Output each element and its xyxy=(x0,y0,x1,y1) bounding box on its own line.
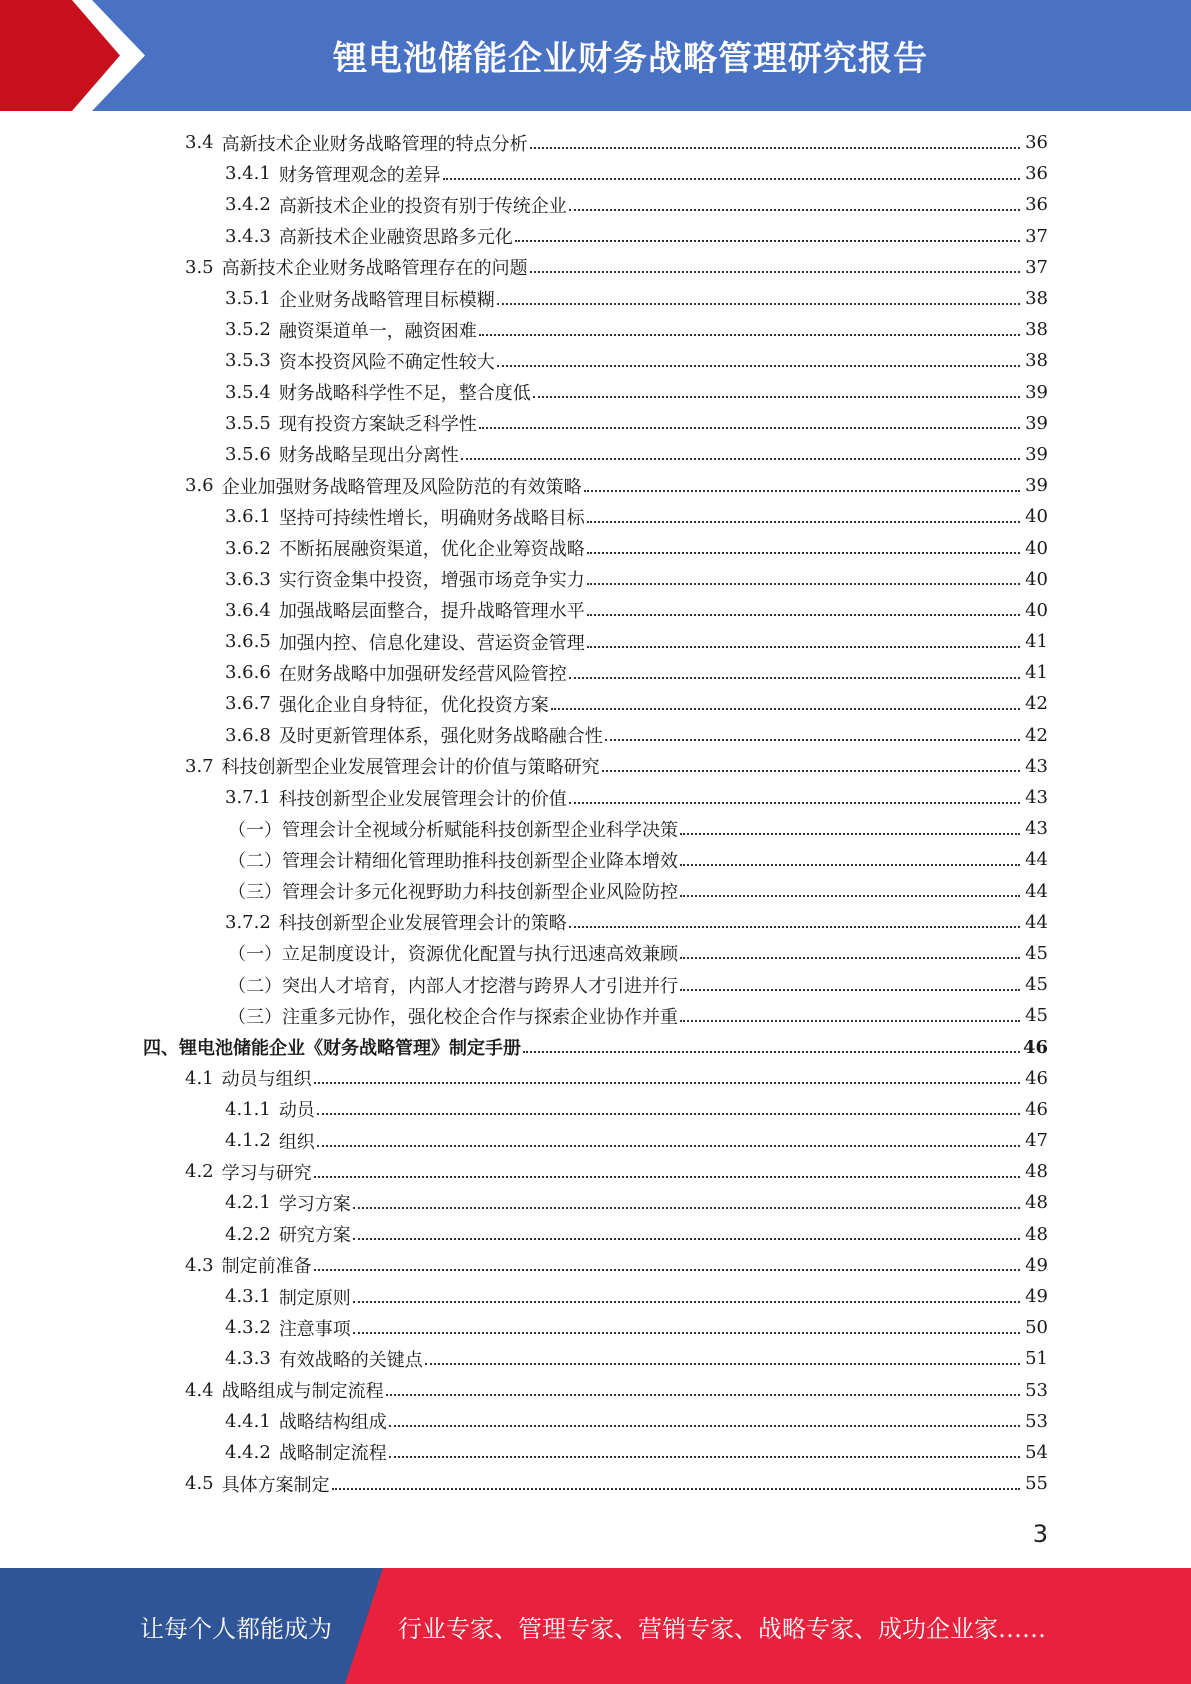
toc-entry-page: 46 xyxy=(1025,1098,1048,1120)
toc-entry-page: 42 xyxy=(1025,724,1048,746)
toc-entry-number: 3.5.3 xyxy=(225,350,271,372)
toc-entry[interactable] xyxy=(0,1125,1191,1156)
footer-slogan-right: 行业专家、管理专家、营销专家、战略专家、成功企业家…… xyxy=(398,1614,1046,1643)
toc-dot-leader xyxy=(523,1051,1020,1053)
toc-entry-title: 学习方案 xyxy=(278,1193,351,1215)
toc-entry-page: 40 xyxy=(1025,506,1048,528)
header-arrow-decoration xyxy=(0,0,150,111)
toc-entry-number: 4.1 xyxy=(185,1067,214,1089)
toc-entry-number: 4.3 xyxy=(185,1254,214,1276)
toc-entry-title: 有效战略的关键点 xyxy=(278,1349,423,1371)
toc-entry-page: 36 xyxy=(1025,163,1048,185)
toc-entry-page: 44 xyxy=(1025,880,1048,902)
toc-dot-leader xyxy=(353,1332,1020,1334)
toc-entry-heading xyxy=(225,1439,387,1465)
toc-dot-leader xyxy=(680,833,1020,835)
toc-entry-heading xyxy=(228,940,678,966)
toc-entry[interactable] xyxy=(0,657,1191,688)
toc-entry-number: 3.4.1 xyxy=(225,163,271,185)
header-banner xyxy=(0,0,1191,111)
toc-entry-heading xyxy=(225,722,603,748)
toc-entry[interactable] xyxy=(0,907,1191,938)
table-of-contents xyxy=(0,127,1191,1499)
toc-entry-page: 43 xyxy=(1025,818,1048,840)
toc-entry-heading xyxy=(185,130,528,156)
toc-dot-leader xyxy=(479,427,1020,429)
toc-entry-title: 强化企业自身特征，优化投资方案 xyxy=(278,694,549,716)
toc-dot-leader xyxy=(386,1394,1020,1396)
toc-dot-leader xyxy=(680,864,1020,866)
toc-entry[interactable] xyxy=(0,813,1191,844)
toc-dot-leader xyxy=(353,1207,1020,1209)
toc-entry[interactable] xyxy=(0,470,1191,501)
toc-entry[interactable] xyxy=(0,127,1191,158)
toc-entry-number: 3.6.6 xyxy=(225,662,271,684)
toc-entry[interactable] xyxy=(0,626,1191,657)
toc-dot-leader xyxy=(587,521,1020,523)
toc-entry-number: 4.1.1 xyxy=(225,1098,271,1120)
toc-dot-leader xyxy=(587,614,1020,616)
toc-entry-page: 55 xyxy=(1025,1473,1048,1495)
toc-entry-number: 4.3.2 xyxy=(225,1317,271,1339)
toc-dot-leader xyxy=(551,708,1020,710)
toc-dot-leader xyxy=(587,646,1020,648)
toc-dot-leader xyxy=(569,209,1020,211)
toc-dot-leader xyxy=(587,552,1020,554)
toc-entry-heading xyxy=(225,348,495,374)
toc-entry[interactable] xyxy=(0,1281,1191,1312)
toc-entry-number: 4.4 xyxy=(185,1379,214,1401)
toc-entry[interactable] xyxy=(0,314,1191,345)
toc-entry-number: 3.6.4 xyxy=(225,599,271,621)
toc-entry-number: 3.6.7 xyxy=(225,693,271,715)
toc-entry-page: 49 xyxy=(1025,1254,1048,1276)
toc-entry-page: 48 xyxy=(1025,1223,1048,1245)
toc-entry-title: 企业财务战略管理目标模糊 xyxy=(278,289,495,311)
toc-dot-leader xyxy=(314,1082,1020,1084)
toc-entry-number: 4.2 xyxy=(185,1161,214,1183)
toc-entry-heading xyxy=(225,1190,351,1216)
toc-entry-title: 组织 xyxy=(278,1131,315,1153)
toc-entry-page: 41 xyxy=(1025,631,1048,653)
toc-entry-title: 制定原则 xyxy=(278,1287,351,1309)
toc-dot-leader xyxy=(680,989,1020,991)
toc-entry-heading xyxy=(228,878,678,904)
toc-entry[interactable] xyxy=(0,688,1191,719)
toc-dot-leader xyxy=(515,240,1020,242)
toc-entry-heading xyxy=(185,1159,312,1185)
toc-dot-leader xyxy=(353,1301,1020,1303)
toc-dot-leader xyxy=(602,770,1020,772)
toc-entry-title: （三）管理会计多元化视野助力科技创新型企业风险防控 xyxy=(228,882,678,904)
toc-entry-title: （一）管理会计全视域分析赋能科技创新型企业科学决策 xyxy=(228,819,678,841)
toc-entry-heading xyxy=(225,1128,315,1154)
toc-entry-number: 4.5 xyxy=(185,1473,214,1495)
toc-entry-title: （三）注重多元协作，强化校企合作与探索企业协作并重 xyxy=(228,1006,678,1028)
toc-entry-title: 财务战略呈现出分离性 xyxy=(278,445,459,467)
toc-entry-page: 45 xyxy=(1025,1005,1048,1027)
toc-entry[interactable] xyxy=(0,345,1191,376)
toc-entry-heading xyxy=(185,254,528,280)
toc-entry[interactable] xyxy=(0,283,1191,314)
toc-entry-page: 46 xyxy=(1022,1036,1048,1058)
toc-entry-heading xyxy=(225,1284,351,1310)
toc-entry-page: 38 xyxy=(1025,319,1048,341)
toc-entry[interactable] xyxy=(0,408,1191,439)
toc-entry-number: 3.5.5 xyxy=(225,412,271,434)
toc-entry-title: 注意事项 xyxy=(278,1318,351,1340)
toc-dot-leader xyxy=(314,1176,1020,1178)
toc-entry-title: 融资渠道单一，融资困难 xyxy=(278,320,477,342)
toc-entry-heading xyxy=(225,192,567,218)
toc-dot-leader xyxy=(569,677,1020,679)
toc-entry-page: 37 xyxy=(1025,225,1048,247)
toc-entry[interactable] xyxy=(0,158,1191,189)
toc-entry-title: 现有投资方案缺乏科学性 xyxy=(278,414,477,436)
toc-entry-number: 4.2.1 xyxy=(225,1192,271,1214)
toc-entry-page: 36 xyxy=(1025,132,1048,154)
toc-entry-page: 39 xyxy=(1025,381,1048,403)
toc-entry-number: 3.5.4 xyxy=(225,381,271,403)
toc-entry-page: 39 xyxy=(1025,475,1048,497)
toc-entry-page: 50 xyxy=(1025,1317,1048,1339)
toc-entry-heading xyxy=(225,660,567,686)
toc-entry-title: 战略组成与制定流程 xyxy=(221,1381,384,1403)
toc-entry-heading xyxy=(228,972,678,998)
toc-entry[interactable] xyxy=(0,1156,1191,1187)
toc-dot-leader xyxy=(587,583,1020,585)
toc-entry-page: 53 xyxy=(1025,1379,1048,1401)
toc-entry-heading xyxy=(185,1252,312,1278)
toc-dot-leader xyxy=(680,957,1020,959)
toc-entry[interactable] xyxy=(0,969,1191,1000)
toc-entry-page: 37 xyxy=(1025,256,1048,278)
toc-entry-page: 49 xyxy=(1025,1286,1048,1308)
toc-entry[interactable] xyxy=(0,1219,1191,1250)
toc-entry-title: （二）管理会计精细化管理助推科技创新型企业降本增效 xyxy=(228,850,678,872)
toc-entry-heading xyxy=(225,161,441,187)
toc-entry-title: 及时更新管理体系，强化财务战略融合性 xyxy=(278,726,603,748)
toc-entry-page: 36 xyxy=(1025,194,1048,216)
toc-dot-leader xyxy=(443,178,1020,180)
toc-entry-page: 43 xyxy=(1025,755,1048,777)
toc-entry-heading xyxy=(225,785,567,811)
toc-entry-heading xyxy=(225,1315,351,1341)
toc-entry-number: 3.7.1 xyxy=(225,787,271,809)
toc-dot-leader xyxy=(584,490,1020,492)
toc-entry-title: 高新技术企业融资思路多元化 xyxy=(278,227,513,249)
page-number: 3 xyxy=(1032,1520,1048,1548)
toc-entry-page: 54 xyxy=(1025,1441,1048,1463)
toc-entry[interactable] xyxy=(0,751,1191,782)
toc-entry[interactable] xyxy=(0,377,1191,408)
toc-entry-heading xyxy=(185,1065,312,1091)
toc-entry-title: 不断拓展融资渠道，优化企业筹资战略 xyxy=(278,539,585,561)
toc-entry-heading xyxy=(225,566,585,592)
toc-dot-leader xyxy=(530,147,1020,149)
toc-entry-heading xyxy=(225,691,549,717)
toc-entry-heading xyxy=(228,816,678,842)
toc-entry-heading xyxy=(225,1096,315,1122)
toc-entry-number: 4.4.2 xyxy=(225,1441,271,1463)
toc-entry-heading xyxy=(225,223,513,249)
toc-entry-title: 财务战略科学性不足，整合度低 xyxy=(278,383,531,405)
toc-entry-number: 3.6.5 xyxy=(225,631,271,653)
toc-entry[interactable] xyxy=(0,1250,1191,1281)
toc-entry[interactable] xyxy=(0,1468,1191,1499)
toc-dot-leader xyxy=(605,739,1020,741)
toc-entry-page: 48 xyxy=(1025,1161,1048,1183)
toc-entry-page: 45 xyxy=(1025,974,1048,996)
footer-banner xyxy=(0,1568,1191,1684)
toc-entry[interactable] xyxy=(0,1406,1191,1437)
toc-entry-heading xyxy=(225,317,477,343)
toc-entry-heading xyxy=(228,847,678,873)
toc-dot-leader xyxy=(314,1269,1020,1271)
toc-entry-number: 3.6 xyxy=(185,475,214,497)
toc-entry-page: 46 xyxy=(1025,1067,1048,1089)
toc-entry[interactable] xyxy=(0,595,1191,626)
toc-entry[interactable] xyxy=(0,1000,1191,1031)
toc-entry-title: 资本投资风险不确定性较大 xyxy=(278,351,495,373)
toc-entry-heading xyxy=(185,1377,384,1403)
toc-dot-leader xyxy=(569,926,1020,928)
toc-entry-page: 39 xyxy=(1025,412,1048,434)
toc-entry-title: 高新技术企业财务战略管理的特点分析 xyxy=(221,133,528,155)
toc-entry[interactable] xyxy=(0,564,1191,595)
toc-entry-number: 3.6.3 xyxy=(225,568,271,590)
toc-entry[interactable] xyxy=(0,189,1191,220)
toc-entry[interactable] xyxy=(0,938,1191,969)
toc-entry-title: 四、锂电池储能企业《财务战略管理》制定手册 xyxy=(143,1038,521,1060)
toc-entry-title: 加强战略层面整合，提升战略管理水平 xyxy=(278,601,585,623)
toc-entry-number: 3.6.1 xyxy=(225,506,271,528)
toc-entry-title: 高新技术企业的投资有别于传统企业 xyxy=(278,195,567,217)
toc-entry[interactable] xyxy=(0,1375,1191,1406)
toc-entry-heading xyxy=(225,504,585,530)
toc-entry-page: 53 xyxy=(1025,1410,1048,1432)
toc-entry-page: 38 xyxy=(1025,288,1048,310)
toc-entry[interactable] xyxy=(0,1312,1191,1343)
toc-entry-title: 科技创新型企业发展管理会计的价值 xyxy=(278,788,567,810)
toc-entry-page: 51 xyxy=(1025,1348,1048,1370)
toc-entry-heading xyxy=(225,909,567,935)
toc-entry-number: 3.4.3 xyxy=(225,225,271,247)
toc-entry-page: 47 xyxy=(1025,1130,1048,1152)
toc-entry-heading xyxy=(228,1003,678,1029)
toc-dot-leader xyxy=(332,1488,1020,1490)
toc-entry[interactable] xyxy=(0,1187,1191,1218)
toc-entry-number: 3.4 xyxy=(185,132,214,154)
toc-entry-heading xyxy=(225,535,585,561)
toc-entry-number: 4.1.2 xyxy=(225,1130,271,1152)
toc-entry-title: （二）突出人才培育，内部人才挖潜与跨界人才引进并行 xyxy=(228,975,678,997)
toc-dot-leader xyxy=(425,1363,1020,1365)
toc-entry-title: 高新技术企业财务战略管理存在的问题 xyxy=(221,258,528,280)
toc-entry-number: 4.2.2 xyxy=(225,1223,271,1245)
footer-slogan-left: 让每个人都能成为 xyxy=(140,1614,332,1643)
toc-entry-title: 动员 xyxy=(278,1100,315,1122)
toc-entry-heading xyxy=(225,379,531,405)
toc-dot-leader xyxy=(680,1020,1020,1022)
toc-entry-page: 41 xyxy=(1025,662,1048,684)
toc-entry-page: 44 xyxy=(1025,849,1048,871)
toc-entry-heading xyxy=(185,473,582,499)
toc-entry-title: 坚持可持续性增长，明确财务战略目标 xyxy=(278,507,585,529)
toc-entry-title: 财务管理观念的差异 xyxy=(278,164,441,186)
toc-entry[interactable] xyxy=(0,782,1191,813)
toc-entry-title: 加强内控、信息化建设、营运资金管理 xyxy=(278,632,585,654)
toc-entry[interactable] xyxy=(0,439,1191,470)
toc-entry-page: 40 xyxy=(1025,568,1048,590)
toc-entry-heading xyxy=(185,1471,330,1497)
toc-entry-heading xyxy=(225,286,495,312)
toc-entry[interactable] xyxy=(0,1343,1191,1374)
toc-entry-number: 3.5.6 xyxy=(225,443,271,465)
toc-entry-title: 研究方案 xyxy=(278,1225,351,1247)
toc-entry-page: 42 xyxy=(1025,693,1048,715)
toc-dot-leader xyxy=(530,271,1020,273)
toc-dot-leader xyxy=(497,303,1020,305)
toc-entry-title: 制定前准备 xyxy=(221,1256,312,1278)
report-title: 锂电池储能企业财务战略管理研究报告 xyxy=(333,39,928,79)
toc-entry-heading xyxy=(225,629,585,655)
toc-entry-title: 在财务战略中加强研发经营风险管控 xyxy=(278,663,567,685)
toc-entry-page: 39 xyxy=(1025,443,1048,465)
toc-entry-page: 45 xyxy=(1025,942,1048,964)
toc-entry-heading xyxy=(225,1346,423,1372)
toc-entry[interactable] xyxy=(0,1094,1191,1125)
toc-entry-heading xyxy=(185,753,600,779)
toc-dot-leader xyxy=(389,1456,1020,1458)
toc-entry-number: 3.6.2 xyxy=(225,537,271,559)
toc-entry-number: 3.5 xyxy=(185,256,214,278)
toc-dot-leader xyxy=(317,1145,1020,1147)
toc-entry[interactable] xyxy=(0,720,1191,751)
toc-entry-number: 3.4.2 xyxy=(225,194,271,216)
toc-entry[interactable] xyxy=(0,501,1191,532)
toc-entry-title: 学习与研究 xyxy=(221,1162,312,1184)
toc-entry-number: 4.3.1 xyxy=(225,1286,271,1308)
toc-entry-number: 4.3.3 xyxy=(225,1348,271,1370)
toc-dot-leader xyxy=(569,802,1020,804)
toc-entry[interactable] xyxy=(0,532,1191,563)
toc-entry-page: 44 xyxy=(1025,911,1048,933)
toc-entry[interactable] xyxy=(0,1437,1191,1468)
toc-entry[interactable] xyxy=(0,252,1191,283)
toc-dot-leader xyxy=(317,1113,1020,1115)
toc-entry[interactable] xyxy=(0,844,1191,875)
toc-entry-title: 实行资金集中投资，增强市场竞争实力 xyxy=(278,570,585,592)
toc-entry-heading xyxy=(225,410,477,436)
toc-entry-title: 具体方案制定 xyxy=(221,1474,330,1496)
toc-dot-leader xyxy=(533,396,1020,398)
toc-entry-heading xyxy=(225,441,459,467)
toc-entry-title: 科技创新型企业发展管理会计的策略 xyxy=(278,913,567,935)
toc-entry-number: 4.4.1 xyxy=(225,1410,271,1432)
toc-entry-title: 动员与组织 xyxy=(221,1069,312,1091)
toc-entry-title: 科技创新型企业发展管理会计的价值与策略研究 xyxy=(221,757,600,779)
toc-entry-page: 48 xyxy=(1025,1192,1048,1214)
toc-entry[interactable] xyxy=(0,221,1191,252)
toc-entry-title: （一）立足制度设计，资源优化配置与执行迅速高效兼顾 xyxy=(228,944,678,966)
toc-entry-number: 3.5.2 xyxy=(225,319,271,341)
toc-entry-page: 38 xyxy=(1025,350,1048,372)
toc-entry-number: 3.6.8 xyxy=(225,724,271,746)
toc-entry-title: 企业加强财务战略管理及风险防范的有效策略 xyxy=(221,476,582,498)
toc-entry-number: 3.7.2 xyxy=(225,911,271,933)
toc-entry-heading xyxy=(225,1221,351,1247)
toc-entry-number: 3.7 xyxy=(185,755,214,777)
toc-entry-title: 战略制定流程 xyxy=(278,1443,387,1465)
toc-entry-title: 战略结构组成 xyxy=(278,1412,387,1434)
toc-dot-leader xyxy=(497,365,1020,367)
toc-entry[interactable] xyxy=(0,876,1191,907)
toc-dot-leader xyxy=(479,334,1020,336)
toc-dot-leader xyxy=(461,458,1020,460)
toc-dot-leader xyxy=(353,1238,1020,1240)
toc-dot-leader xyxy=(389,1425,1020,1427)
toc-entry-number: 3.5.1 xyxy=(225,288,271,310)
toc-entry-heading xyxy=(225,1408,387,1434)
toc-entry-page: 40 xyxy=(1025,537,1048,559)
toc-entry-page: 43 xyxy=(1025,787,1048,809)
toc-entry-heading xyxy=(225,597,585,623)
toc-entry-page: 40 xyxy=(1025,599,1048,621)
toc-entry[interactable] xyxy=(0,1063,1191,1094)
toc-entry[interactable] xyxy=(0,1031,1191,1062)
toc-dot-leader xyxy=(680,895,1020,897)
toc-entry-heading xyxy=(143,1034,521,1060)
